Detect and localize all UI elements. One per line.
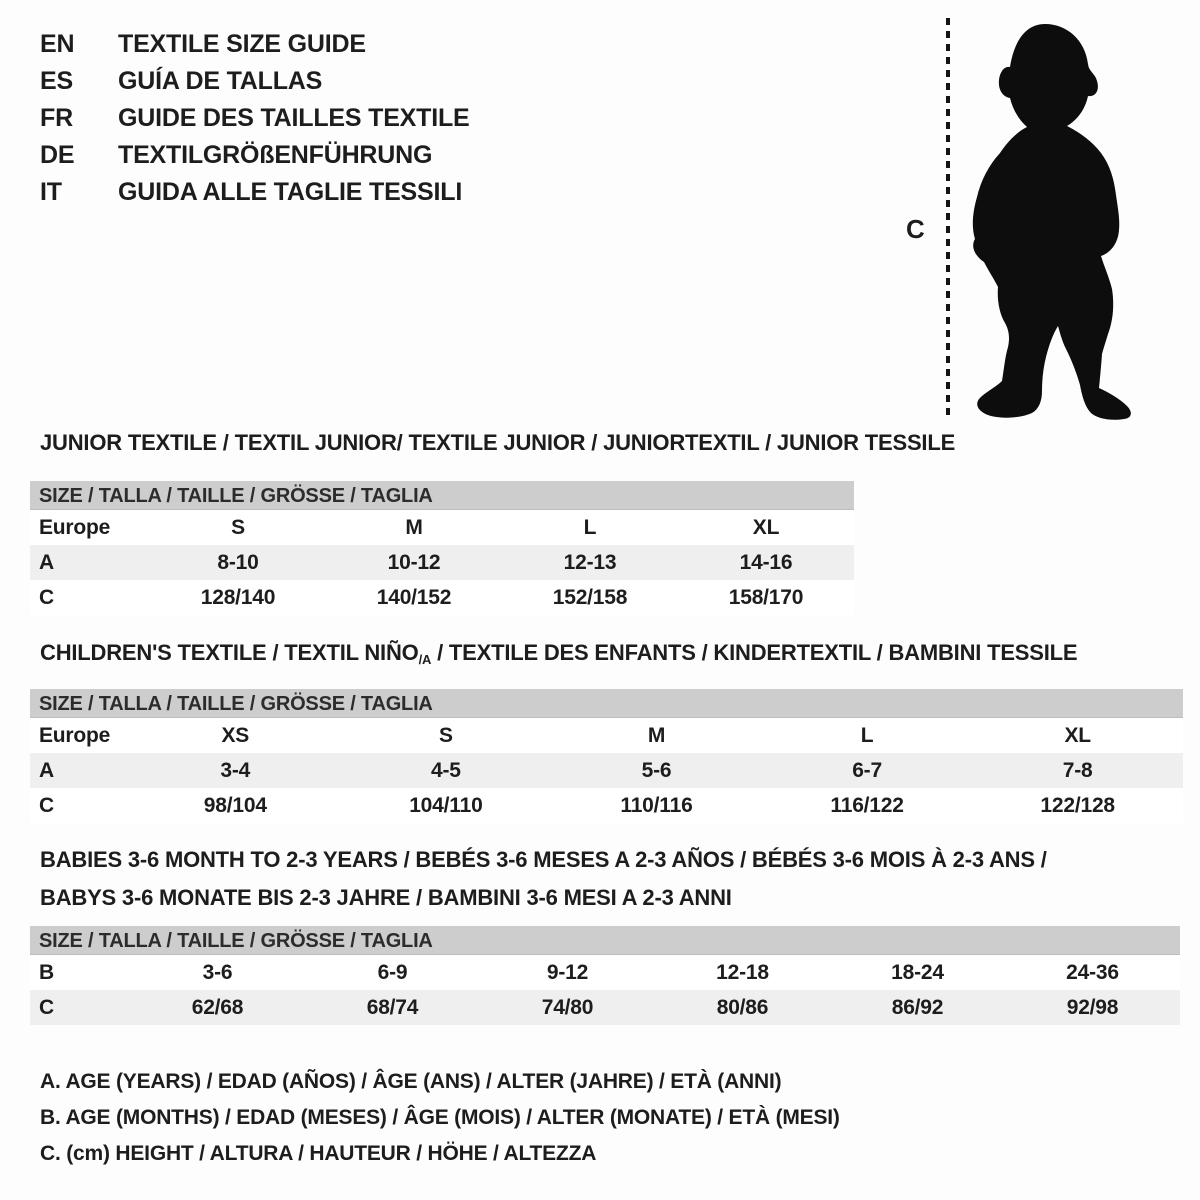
value-cell: 7-8	[1062, 758, 1093, 782]
size-cell: S	[231, 515, 245, 539]
value-cell: 3-4	[220, 758, 251, 782]
value-cell: 14-16	[739, 550, 793, 574]
children-title-prefix: CHILDREN'S TEXTILE / TEXTIL NIÑO	[40, 640, 419, 665]
value-cell: 10-12	[387, 550, 441, 574]
children-title-suffix: / TEXTILE DES ENFANTS / KINDERTEXTIL / BAMBINI TESSILE	[431, 640, 1078, 665]
junior-height-row	[30, 580, 854, 615]
toddler-silhouette-icon	[958, 20, 1144, 420]
size-cell: XS	[221, 723, 250, 747]
value-cell: 104/110	[409, 793, 483, 817]
children-size-header: SIZE / TALLA / TAILLE / GRÖSSE / TAGLIA	[30, 689, 1183, 718]
value-cell: 68/74	[366, 995, 419, 1019]
children-europe-row	[30, 718, 1183, 753]
size-cell: L	[860, 723, 874, 747]
lang-label-fr: GUIDE DES TAILLES TEXTILE	[118, 104, 470, 132]
lang-code-en: EN	[40, 30, 75, 58]
value-cell: 8-10	[217, 550, 259, 574]
lang-label-de: TEXTILGRÖßENFÜHRUNG	[118, 141, 433, 169]
value-cell: 74/80	[541, 995, 594, 1019]
row-label: C	[39, 585, 54, 609]
value-cell: 110/116	[620, 793, 693, 817]
value-cell: 86/92	[891, 995, 944, 1019]
babies-title-line1: BABIES 3-6 MONTH TO 2-3 YEARS / BEBÉS 3-6 MESES A 2-3 AÑOS / BÉBÉS 3-6 MOIS À 2-3 ANS /	[40, 847, 1047, 872]
lang-code-de: DE	[40, 141, 75, 169]
junior-size-header: SIZE / TALLA / TAILLE / GRÖSSE / TAGLIA	[30, 481, 854, 510]
value-cell: 116/122	[830, 793, 904, 817]
lang-code-es: ES	[40, 67, 73, 95]
value-cell: 152/158	[552, 585, 628, 609]
size-cell: S	[438, 723, 453, 747]
babies-size-header: SIZE / TALLA / TAILLE / GRÖSSE / TAGLIA	[30, 926, 1180, 955]
value-cell: 92/98	[1066, 995, 1119, 1019]
junior-section-title: JUNIOR TEXTILE / TEXTIL JUNIOR/ TEXTILE JUNIOR / JUNIORTEXTIL / JUNIOR TESSILE	[40, 430, 956, 455]
size-cell: XL	[1064, 723, 1091, 747]
junior-europe-row	[30, 510, 854, 545]
junior-age-row	[30, 545, 854, 580]
lang-label-en: TEXTILE SIZE GUIDE	[118, 30, 366, 58]
language-title-list	[40, 26, 470, 211]
size-cell: L	[583, 515, 597, 539]
value-cell: 158/170	[728, 585, 804, 609]
lang-row-en	[40, 26, 470, 63]
lang-code-fr: FR	[40, 104, 73, 132]
lang-row-es	[40, 63, 470, 100]
children-height-row	[30, 788, 1183, 823]
size-cell: M	[405, 515, 423, 539]
value-cell: 128/140	[200, 585, 276, 609]
height-measure-dashed-line	[946, 18, 950, 416]
value-cell: 5-6	[641, 758, 672, 782]
size-cell: M	[647, 723, 666, 747]
junior-size-table	[30, 481, 854, 615]
row-label: C	[39, 995, 54, 1019]
row-label: B	[39, 960, 54, 984]
babies-height-row	[30, 990, 1180, 1025]
row-label: C	[39, 793, 54, 817]
lang-code-it: IT	[40, 178, 62, 206]
lang-row-de	[40, 137, 470, 174]
lang-label-it: GUIDA ALLE TAGLIE TESSILI	[118, 178, 463, 206]
lang-label-es: GUÍA DE TALLAS	[118, 67, 323, 95]
value-cell: 12-13	[563, 550, 617, 574]
legend-line-a: A. AGE (YEARS) / EDAD (AÑOS) / ÂGE (ANS) / ALTER (JAHRE) / ETÀ (ANNI)	[40, 1070, 782, 1093]
children-section-title	[40, 640, 1077, 673]
children-size-table	[30, 689, 1183, 823]
value-cell: 122/128	[1040, 793, 1115, 817]
row-label: Europe	[39, 723, 111, 747]
babies-size-table	[30, 926, 1180, 1025]
lang-row-fr	[40, 100, 470, 137]
value-cell: 98/104	[203, 793, 267, 817]
children-age-row	[30, 753, 1183, 788]
value-cell: 9-12	[546, 960, 589, 984]
row-label: Europe	[39, 515, 111, 539]
value-cell: 80/86	[716, 995, 769, 1019]
value-cell: 4-5	[431, 758, 461, 782]
value-cell: 140/152	[376, 585, 452, 609]
height-measure-label: C	[906, 214, 925, 244]
lang-row-it	[40, 174, 470, 211]
row-label: A	[39, 758, 54, 782]
value-cell: 12-18	[716, 960, 769, 984]
value-cell: 24-36	[1066, 960, 1119, 984]
value-cell: 6-7	[852, 758, 882, 782]
legend-line-b: B. AGE (MONTHS) / EDAD (MESES) / ÂGE (MOIS) / ALTER (MONATE) / ETÀ (MESI)	[40, 1106, 840, 1129]
children-title-sub: /A	[418, 652, 432, 667]
measurement-legend	[40, 1064, 840, 1172]
size-cell: XL	[752, 515, 780, 539]
value-cell: 3-6	[202, 960, 233, 984]
babies-section-title	[40, 841, 1047, 917]
value-cell: 62/68	[191, 995, 244, 1019]
babies-months-row	[30, 955, 1180, 990]
row-label: A	[39, 550, 54, 574]
value-cell: 6-9	[377, 960, 408, 984]
value-cell: 18-24	[891, 960, 944, 984]
legend-line-c: C. (cm) HEIGHT / ALTURA / HAUTEUR / HÖHE / ALTEZZA	[40, 1142, 597, 1165]
babies-title-line2: BABYS 3-6 MONATE BIS 2-3 JAHRE / BAMBINI 3-6 MESI A 2-3 ANNI	[40, 885, 732, 910]
